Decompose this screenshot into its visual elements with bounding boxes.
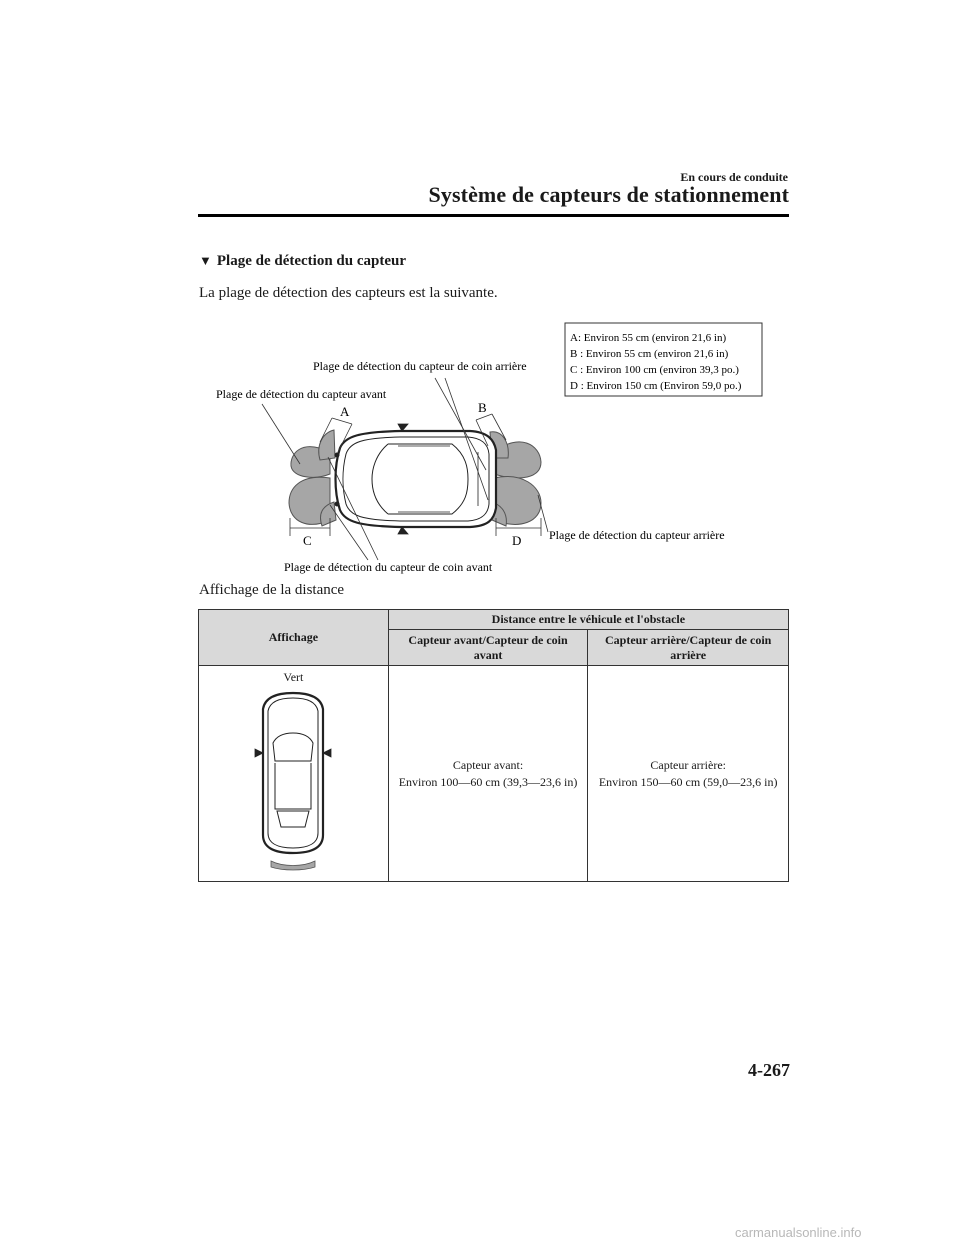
watermark: carmanualsonline.info	[735, 1225, 862, 1240]
label-rear-sensor: Plage de détection du capteur arrière	[549, 528, 725, 542]
header-distance: Distance entre le véhicule et l'obstacle	[388, 610, 788, 630]
row-color-label: Vert	[283, 670, 304, 684]
table-header-row	[199, 610, 789, 630]
front-distance-label: Capteur avant:	[452, 757, 524, 772]
sensor-range-diagram	[0, 0, 960, 600]
intro-text: La plage de détection des capteurs est la suivante.	[199, 285, 498, 301]
section-heading-text: Plage de détection du capteur	[216, 253, 407, 269]
page-title: Système de capteurs de stationnement	[428, 182, 789, 207]
rear-distance-label: Capteur arrière:	[650, 757, 726, 772]
label-a: A	[340, 404, 350, 419]
rear-distance-cell	[588, 666, 789, 882]
rear-distance-value: Environ 150―60 cm (59,0―23,6 in)	[598, 774, 778, 789]
header-display: Affichage	[199, 610, 389, 666]
vehicle-outline-icon	[335, 424, 496, 534]
label-front-sensor: Plage de détection du capteur avant	[216, 387, 387, 401]
label-d: D	[512, 533, 522, 548]
legend-b: B : Environ 55 cm (environ 21,6 in)	[570, 348, 729, 360]
front-distance-value: Environ 100―60 cm (39,3―23,6 in)	[398, 774, 578, 789]
running-head: En cours de conduite	[680, 170, 788, 184]
rear-indicator-segment	[271, 861, 315, 870]
table-caption: Affichage de la distance	[199, 582, 345, 598]
label-rear-corner-sensor: Plage de détection du capteur de coin arrière	[313, 359, 527, 373]
label-c: C	[303, 533, 312, 548]
legend-box	[565, 323, 762, 396]
vehicle-top-view-icon	[243, 685, 343, 871]
legend-c: C : Environ 100 cm (environ 39,3 po.)	[570, 364, 739, 376]
legend-d: D : Environ 150 cm (Environ 59,0 po.)	[570, 380, 742, 392]
page-number: 4-267	[748, 1060, 790, 1080]
display-cell	[199, 666, 389, 882]
header-rear: Capteur arrière/Capteur de coin arrière	[588, 630, 789, 666]
table-row	[199, 666, 789, 882]
header-front: Capteur avant/Capteur de coin avant	[388, 630, 588, 666]
front-corner-zone-upper	[319, 430, 335, 460]
triangle-marker-icon: ▼	[199, 253, 212, 268]
distance-table	[198, 609, 789, 882]
label-b: B	[478, 400, 487, 415]
front-distance-cell	[388, 666, 588, 882]
legend-a: A: Environ 55 cm (environ 21,6 in)	[570, 332, 727, 344]
label-front-corner-sensor: Plage de détection du capteur de coin avant	[284, 560, 493, 574]
